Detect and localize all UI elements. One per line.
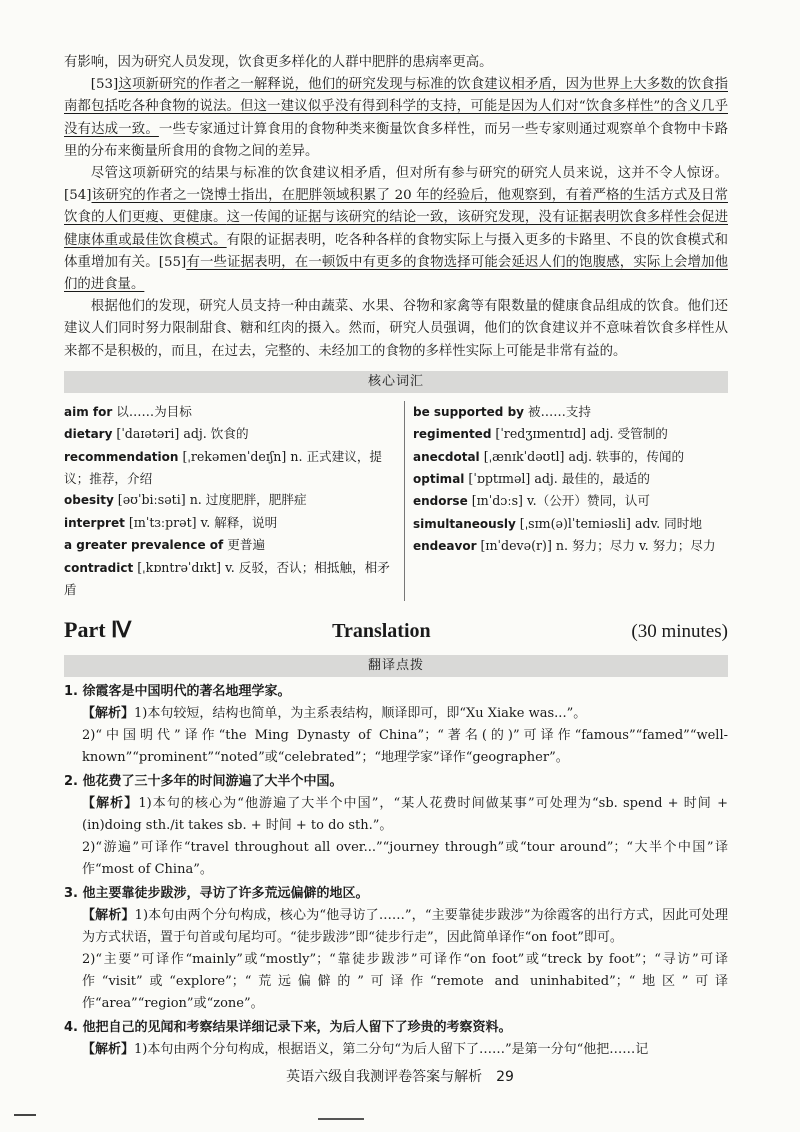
underlined-sentence: 该研究的作者之一饶博士指出，在肥胖领域积累了 20 年的经验后，他观察到，有着严格的生活方式及日常饮食的人们更瘦、更健康。 [64,188,728,226]
analysis-line: 2)“主要”可译作“mainly”或“mostly”；“靠徒步跋涉”可译作“on foot”或“treck by foot”；“寻访”可译作“visit”或“explore”；“荒远偏僻的”可译作“remote and uninhabited”；“地区”可译作“area”“region”或“zone”。 [82,951,728,1011]
analysis-line: 【解析】1)本句较短，结构也简单，为主系表结构，顺译即可，即“Xu Xiake was...”。 [82,705,587,721]
vocab-entry: be supported by 被……支持 [413,403,591,419]
translation-item [64,1017,728,1061]
translation-item [64,681,728,769]
vocab-entry: regimented [ˈredʒɪmentɪd] adj. 受管制的 [413,426,668,442]
analysis-line: 【解析】1)本句由两个分句构成，核心为“他寻访了……”，“主要靠徒步跋涉”为徐霞客的出行方式，因此可处理为方式状语，置于句首或句尾均可。“徒步跋涉”即“徒步行走”，因此简单译作“on foot”即可。 [82,907,728,945]
vocab-entry: anecdotal [ˌænɪkˈdəʊtl] adj. 轶事的，传闻的 [413,448,685,464]
scan-mark [318,1118,364,1120]
item-sentence: 3. 他主要靠徒步跋涉，寻访了许多荒远偏僻的地区。 [64,885,369,901]
vocab-entry: interpret [ɪnˈtɜːprət] v. 解释，说明 [64,514,278,530]
vocab-entry: endorse [ɪnˈdɔːs] v.（公开）赞同，认可 [413,493,650,509]
tips-section-header: 翻译点拨 [64,655,728,677]
page-content [64,52,728,1061]
item-sentence: 4. 他把自己的见闻和考察结果详细记录下来，为后人留下了珍贵的考察资料。 [64,1019,512,1035]
underlined-sentence: 这一传闻的证据与该研究的结论一致，该研究发现，没有证据表明饮食多样性会促进健康体重或最佳饮食模式。 [64,210,729,248]
analysis-line: 2)“中国明代”译作“the Ming Dynasty of China”；“著名(的)”可译作“famous”“famed”“well-known”“prominent”“noted”或“celebrated”；“地理学家”译作“geographer”。 [82,727,728,765]
part-time: (30 minutes) [631,620,728,642]
underlined-sentence: 这项新研究的作者之一解释说，他们的研究发现与标准的饮食建议相矛盾，因为世界上大多数的饮食指南都包括吃各种食物的说法。但这一建议似乎没有得到科学的支持，可能是因为人们对“饮食多样性”的含义几乎没有达成一致。 [64,77,728,137]
analysis-line: 【解析】1)本句由两个分句构成，根据语义，第二分句“为后人留下了……”是第一分句“他把……记 [82,1041,649,1057]
vocab-column-left [64,401,404,601]
vocab-entry: aim for 以……为目标 [64,403,192,419]
passage-paragraph: [53]这项新研究的作者之一解释说，他们的研究发现与标准的饮食建议相矛盾，因为世界上大多数的饮食指南都包括吃各种食物的说法。但这一建议似乎没有得到科学的支持，可能是因为人们对“饮食多样性”的含义几乎没有达成一致。一些专家通过计算食用的食物种类来衡量饮食多样性，而另一些专家则通过观察单个食物中卡路里的分布来衡量所食用的食物之间的差异。 [64,77,729,159]
item-sentence: 2. 他花费了三十多年的时间游遍了大半个中国。 [64,773,343,789]
vocab-entry: obesity [əʊˈbiːsəti] n. 过度肥胖，肥胖症 [64,492,307,508]
vocab-entry: a greater prevalence of 更普遍 [64,537,266,553]
item-sentence: 1. 徐霞客是中国明代的著名地理学家。 [64,683,291,699]
passage-paragraph: 尽管这项新研究的结果与标准的饮食建议相矛盾，但对所有参与研究的研究人员来说，这并不令人惊讶。[54]该研究的作者之一饶博士指出，在肥胖领域积累了 20 年的经验后，他观察到，有着严格的生活方式及日常饮食的人们更瘦、更健康。这一传闻的证据与该研究的结论一致，该研究发现，没有证据表明饮食多样性会促进健康体重或最佳饮食模式。有限的证据表明，吃各种各样的食物实际上与摄入更多的卡路里、不良的饮食模式和体重增加有关。[55]有一些证据表明，在一顿饭中有更多的食物选择可能会延迟人们的饱腹感，实际上会增加他们的进食量。 [64,166,729,293]
part-heading [64,617,728,643]
translation-item [64,771,728,881]
vocab-entry: dietary [ˈdaɪətəri] adj. 饮食的 [64,426,249,442]
vocab-entry: recommendation [ˌrekəmenˈdeɪʃn] n. 正式建议，提议；推荐，介绍 [64,448,383,487]
vocab-section-header: 核心词汇 [64,371,728,393]
question-marker: [53] [90,77,119,93]
page-footer: 英语六级自我测评卷答案与解析 29 [286,1069,514,1085]
underlined-sentence: 有一些证据表明，在一顿饭中有更多的食物选择可能会延迟人们的饱腹感，实际上会增加他们的进食量。 [64,254,728,293]
vocab-column-right [404,401,728,601]
scan-mark [14,1114,36,1116]
vocab-entry: contradict [ˌkɒntrəˈdɪkt] v. 反驳，否认；相抵触，相矛盾 [64,559,390,598]
vocab-entry: simultaneously [ˌsɪm(ə)lˈteɪniəsli] adv. 同时地 [413,515,702,531]
passage-paragraph: 根据他们的发现，研究人员支持一种由蔬菜、水果、谷物和家禽等有限数量的健康食品组成的饮食。他们还建议人们同时努力限制甜食、糖和红肉的摄入。然而，研究人员强调，他们的饮食建议并不意味着饮食多样性从来都不是积极的，而且，在过去，完整的、未经加工的食物的多样性实际上可能是非常有益的。 [64,299,728,359]
part-title: Translation [332,619,431,642]
vocab-entry: optimal [ˈɒptɪməl] adj. 最佳的，最适的 [413,471,650,487]
vocab-entry: endeavor [ɪnˈdevə(r)] n. 努力；尽力 v. 努力；尽力 [413,538,716,554]
analysis-line: 2)“游遍”可译作“travel throughout all over...”“journey through”或“tour around”；“大半个中国”译作“most of China”。 [82,839,728,877]
vocab-table [64,401,728,601]
translation-item [64,883,728,1015]
passage-paragraph: 有影响，因为研究人员发现，饮食更多样化的人群中肥胖的患病率更高。 [64,55,493,70]
part-label: Part Ⅳ [64,616,132,642]
analysis-line: 【解析】1)本句的核心为“他游遍了大半个中国”，“某人花费时间做某事”可处理为“sb. spend + 时间 + (in)doing sth./it takes sb. + 时间 + to do sth.”。 [82,795,728,833]
